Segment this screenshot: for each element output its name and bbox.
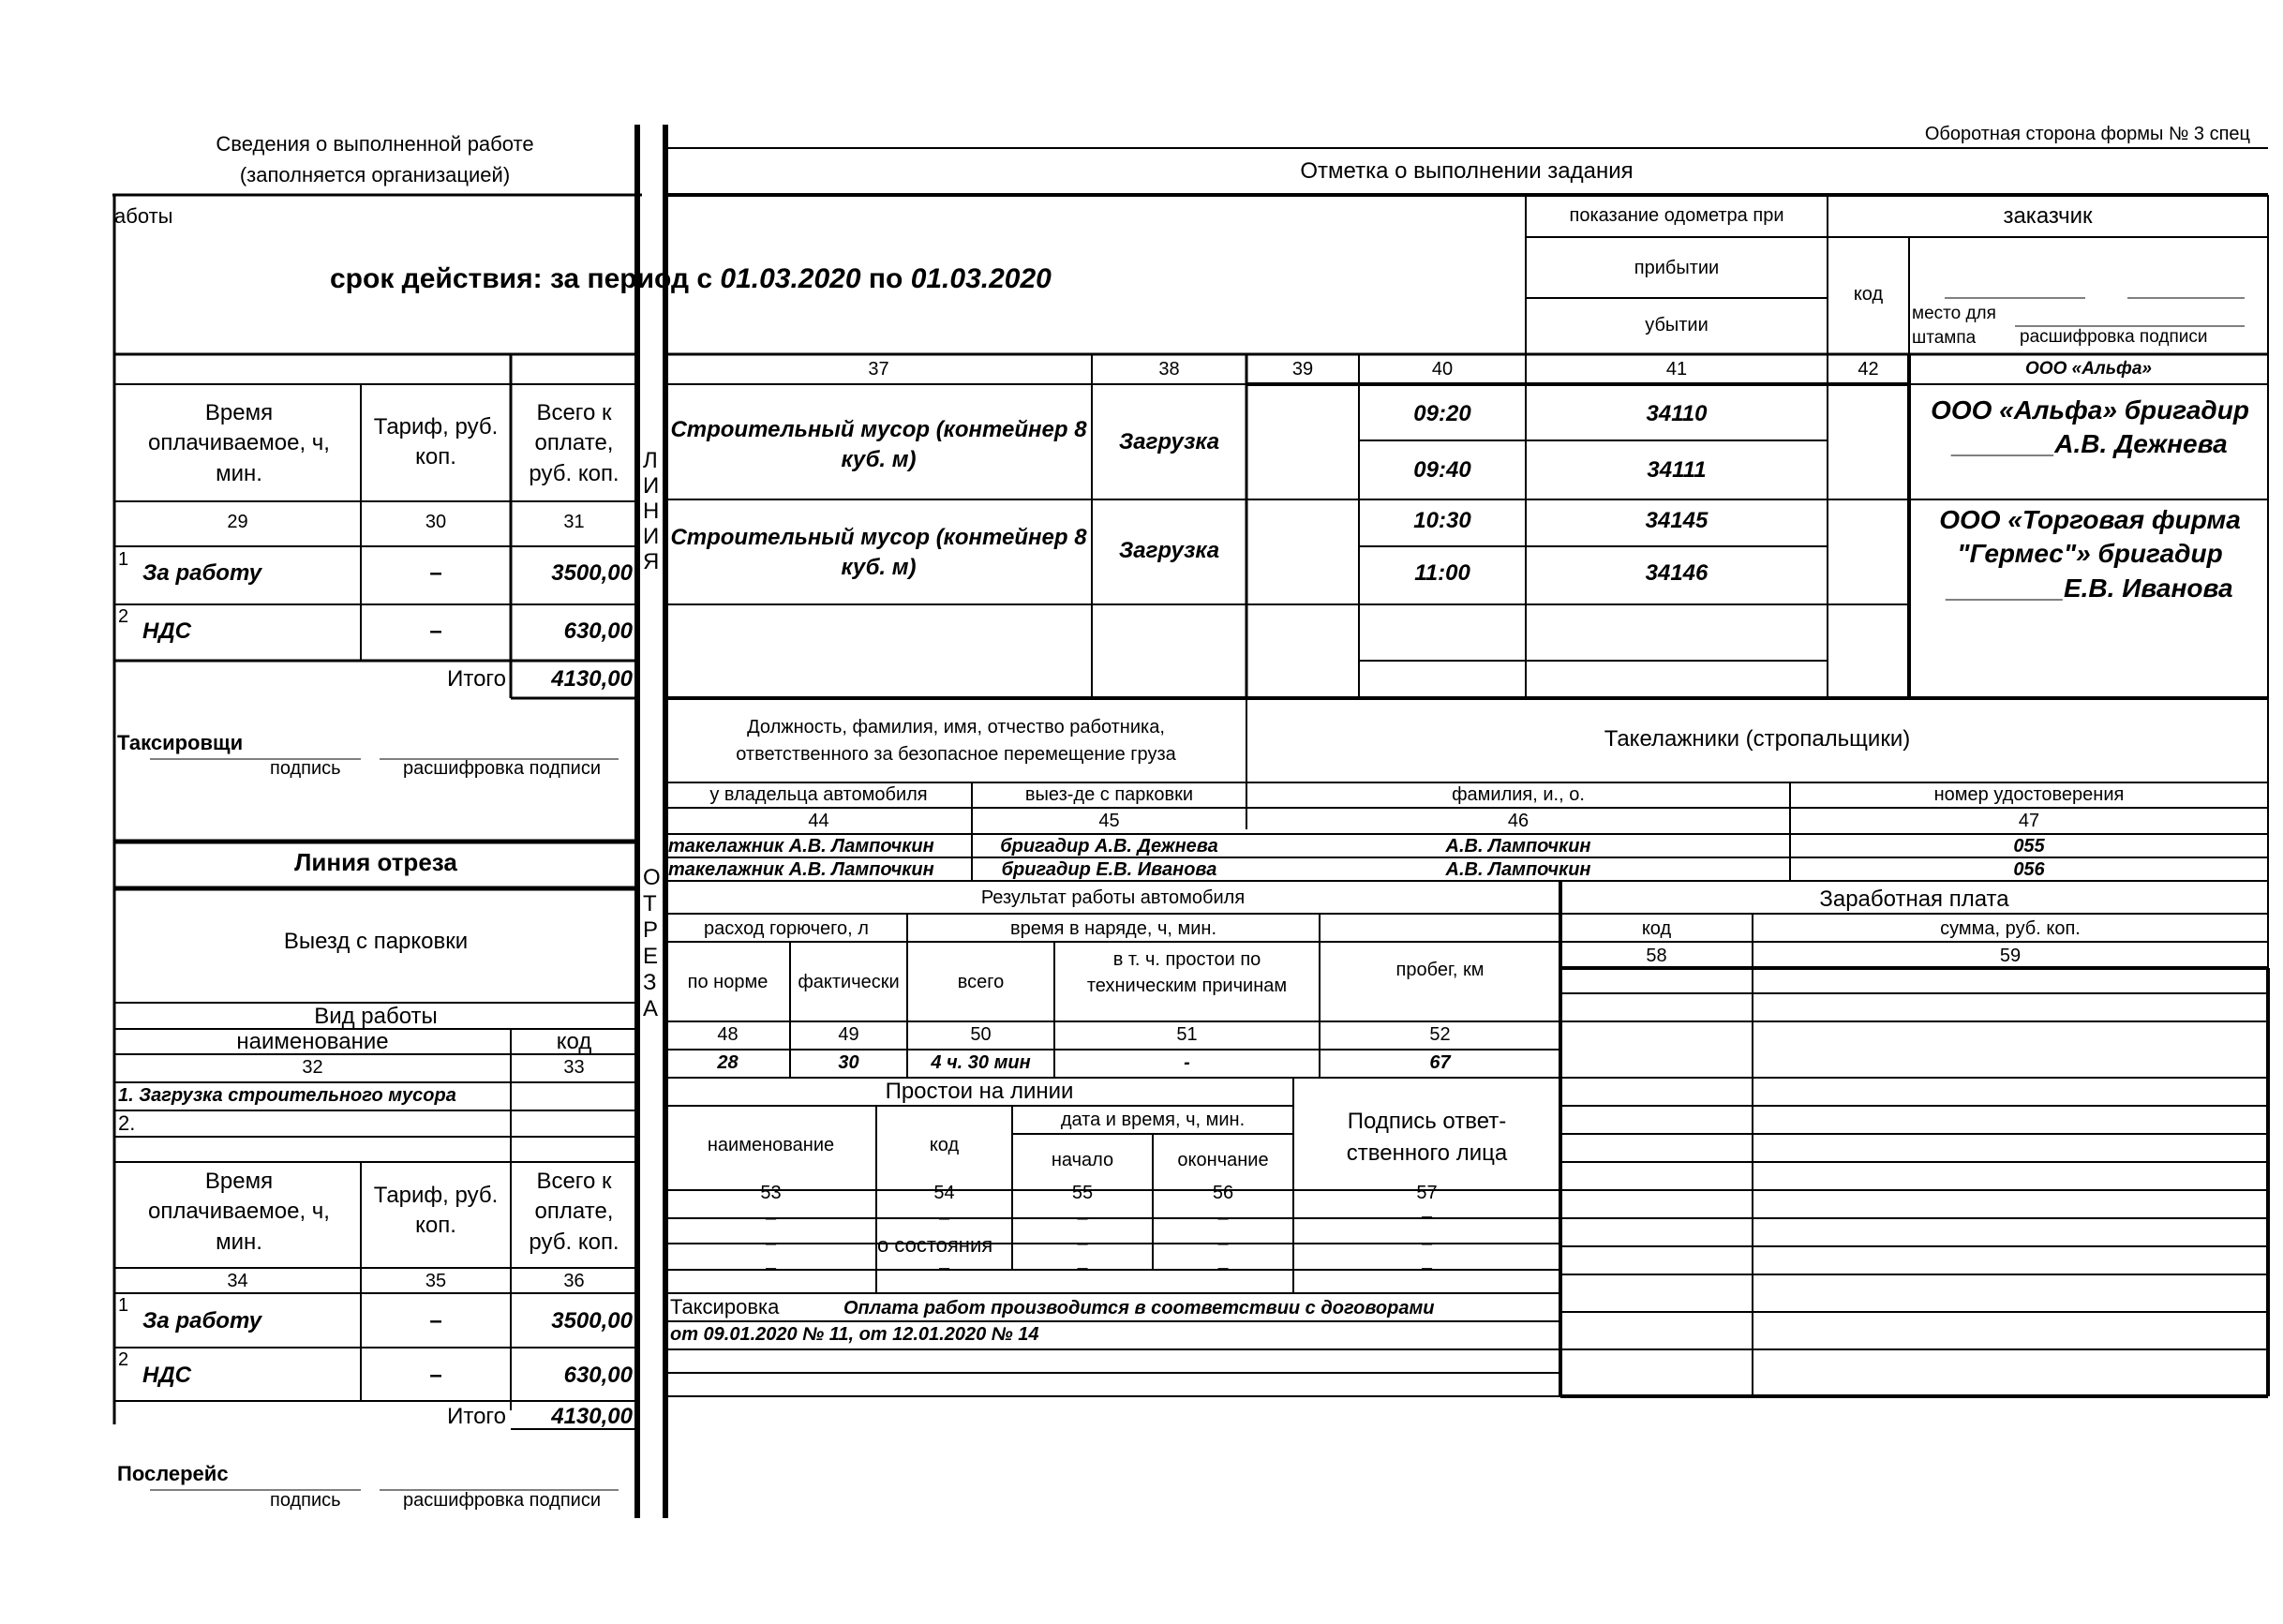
t1-row2-sum: 630,00: [563, 618, 633, 644]
col-41: 41: [1665, 359, 1688, 380]
t1-row1-name: За работу: [142, 560, 262, 586]
t1-num-31: 31: [563, 512, 585, 532]
work-type-n-name: 32: [302, 1057, 323, 1078]
salary-title: Заработная плата: [1819, 886, 2009, 912]
sal-code: код: [1641, 918, 1672, 939]
idle-n-56: 56: [1212, 1183, 1234, 1203]
work-type-h-code: код: [556, 1029, 592, 1054]
t2-row1-name: За работу: [142, 1308, 262, 1333]
t2-itogo-label: Итого: [447, 1404, 506, 1429]
work-type-title: Вид работы: [314, 1004, 438, 1029]
rig2-fio: А.В. Лампочкин: [1445, 859, 1591, 880]
sig-decode: расшифровка подписи: [2020, 327, 2208, 347]
idle-r2-c3: –: [1077, 1233, 1088, 1254]
work-word: аботы: [114, 204, 173, 228]
res-fact: фактически: [798, 972, 900, 992]
t1-num-29: 29: [227, 512, 248, 532]
res-v-tech: -: [1184, 1052, 1190, 1073]
idle-r1-c1: –: [765, 1208, 777, 1229]
left-title-line1: Сведения о выполненной работе: [216, 132, 534, 156]
idle-r3-c3: –: [1077, 1258, 1088, 1278]
taxation-label: Таксировка: [670, 1295, 780, 1319]
col-39: 39: [1291, 359, 1314, 380]
idle-r3-c4: –: [1217, 1258, 1229, 1278]
vline-l3: Н: [643, 499, 660, 524]
idle-r2-c2: о состояния: [877, 1233, 993, 1257]
idle-r1-c4: –: [1217, 1208, 1229, 1229]
res-n-49: 49: [838, 1024, 859, 1045]
cargo2-time1: 10:30: [1413, 508, 1471, 533]
date-to-label: по: [868, 263, 903, 294]
rig2-exit: бригадир Е.В. Иванова: [1001, 859, 1217, 880]
idle-r3-c5: –: [1421, 1258, 1433, 1278]
t1-itogo-label: Итого: [447, 666, 506, 692]
cargo2-time2: 11:00: [1414, 560, 1470, 586]
after-trip-label: Послерейс: [117, 1462, 229, 1485]
rig-n-45: 45: [1098, 811, 1120, 831]
t1-header-tariff: Тариф, руб. коп.: [373, 414, 499, 470]
t2-row1-sum: 3500,00: [551, 1308, 633, 1333]
work-type-h-name: наименование: [236, 1029, 389, 1054]
taxation-text2: от 09.01.2020 № 11, от 12.01.2020 № 14: [670, 1324, 1039, 1345]
col-38: 38: [1158, 359, 1180, 380]
t1-row1-tariff: –: [429, 560, 442, 586]
res-norm: по норме: [687, 972, 768, 992]
cargo2-name: Строительный мусор (контейнер 8 куб. м): [670, 525, 1087, 581]
odometer-departure: убытии: [1645, 315, 1709, 335]
idle-r1-c2: –: [938, 1208, 950, 1229]
res-total: всего: [957, 972, 1005, 992]
idle-n-54: 54: [933, 1183, 955, 1203]
rig1-exit: бригадир А.В. Дежнева: [1000, 836, 1218, 857]
idle-r3-c1: –: [765, 1258, 777, 1278]
sal-n-58: 58: [1646, 946, 1667, 966]
rig-h-owner: у владельца автомобиля: [709, 784, 928, 805]
rig1-fio: А.В. Лампочкин: [1445, 836, 1591, 857]
rig-n-44: 44: [808, 811, 829, 831]
t1-row1-sum: 3500,00: [551, 560, 633, 586]
t2-row1-num: 1: [118, 1295, 129, 1316]
res-fuel: расход горючего, л: [704, 918, 869, 939]
work-type-n-code: 33: [563, 1057, 585, 1078]
idle-n-55: 55: [1071, 1183, 1094, 1203]
cargo1-op: Загрузка: [1118, 429, 1220, 454]
t2-header-total: Всего к оплате, руб. коп.: [529, 1169, 619, 1255]
rig2-owner: такелажник А.В. Лампочкин: [668, 859, 934, 880]
after-trip-sign: подпись: [270, 1490, 341, 1511]
cargo1-odo1: 34110: [1646, 401, 1708, 426]
col-37: 37: [868, 359, 889, 380]
date-to: 01.03.2020: [910, 263, 1052, 294]
t2-num-34: 34: [227, 1271, 248, 1291]
cargo1-time2: 09:40: [1413, 457, 1471, 483]
t1-num-30: 30: [425, 512, 447, 532]
taxation-text1: Оплата работ производится в соответствии с договорами: [843, 1298, 1435, 1319]
vline-l2: И: [643, 473, 660, 499]
t2-itogo-value: 4130,00: [551, 1404, 633, 1429]
t1-itogo-value: 4130,00: [551, 666, 633, 692]
idle-r1-c5: –: [1421, 1206, 1433, 1227]
vline-l4: И: [643, 524, 660, 549]
rig2-cert: 056: [2013, 859, 2045, 880]
responsible-title: Должность, фамилия, имя, отчество работника, ответственного за безопасное перемещение груза: [736, 717, 1176, 765]
cargo1-odo2: 34111: [1647, 457, 1707, 483]
vcut-l6: А: [643, 996, 659, 1021]
t2-header-time: Время оплачиваемое, ч, мин.: [148, 1169, 330, 1255]
rig1-cert: 055: [2013, 836, 2045, 857]
work-type-row2: 2.: [118, 1111, 136, 1135]
left-title-line2: (заполняется организацией): [239, 163, 511, 186]
res-n-48: 48: [717, 1024, 739, 1045]
idle-r2-c4: –: [1217, 1233, 1229, 1254]
t1-header-total: Всего к оплате, руб. коп.: [529, 400, 619, 486]
after-trip-decode: расшифровка подписи: [403, 1490, 602, 1511]
idle-r2-c1: –: [765, 1233, 777, 1254]
idle-h-sign: Подпись ответ-ственного лица: [1346, 1109, 1508, 1166]
t2-row1-tariff: –: [429, 1308, 442, 1333]
res-n-50: 50: [970, 1024, 992, 1045]
taxi-sign: подпись: [270, 758, 341, 779]
taxi-label: Таксировщи: [117, 731, 244, 754]
rig-n-47: 47: [2018, 811, 2040, 831]
validity-line: [330, 265, 1052, 293]
customer-header: ООО «Альфа»: [2025, 359, 2152, 379]
rig-h-fio: фамилия, и., о.: [1452, 784, 1585, 805]
result-title: Результат работы автомобиля: [980, 887, 1246, 908]
cargo1-customer: ООО «Альфа» бригадир _______А.В. Дежнева: [1931, 395, 2249, 459]
task-title: Отметка о выполнении задания: [1300, 158, 1634, 184]
work-type-row1: 1. Загрузка строительного мусора: [118, 1085, 456, 1106]
cargo1-name: Строительный мусор (контейнер 8 куб. м): [670, 417, 1087, 473]
res-v-norm: 28: [717, 1052, 739, 1073]
res-time-duty: время в наряде, ч, мин.: [1009, 918, 1217, 939]
t2-num-36: 36: [563, 1271, 585, 1291]
res-v-mileage: 67: [1429, 1052, 1451, 1073]
cargo2-odo1: 34145: [1645, 508, 1709, 533]
vcut-l3: Р: [643, 917, 659, 943]
customer-title: заказчик: [2003, 203, 2093, 229]
validity-label: срок действия: за период с: [330, 263, 713, 294]
idle-r1-c3: –: [1077, 1208, 1088, 1229]
rig1-owner: такелажник А.В. Лампочкин: [668, 836, 934, 857]
t1-row1-num: 1: [118, 549, 129, 570]
t2-row2-sum: 630,00: [563, 1363, 633, 1388]
t1-row2-num: 2: [118, 606, 129, 627]
res-n-51: 51: [1176, 1024, 1198, 1045]
riggers-title: Такелажники (стропальщики): [1604, 726, 1911, 752]
sal-n-59: 59: [1999, 946, 2022, 966]
idle-h-start: начало: [1051, 1150, 1114, 1170]
t2-row2-tariff: –: [429, 1363, 442, 1388]
customer-code-label: код: [1853, 284, 1884, 305]
vline-l1: Л: [643, 448, 658, 473]
idle-h-dt: дата и время, ч, мин.: [1060, 1110, 1246, 1130]
col-42: 42: [1858, 359, 1879, 380]
idle-r2-c5: –: [1421, 1233, 1433, 1254]
t1-header-time: Время оплачиваемое, ч, мин.: [148, 400, 330, 486]
cargo2-op: Загрузка: [1118, 538, 1220, 563]
res-n-52: 52: [1429, 1024, 1451, 1045]
idle-h-code: код: [929, 1135, 960, 1155]
col-40: 40: [1431, 359, 1454, 380]
idle-r3-c2: –: [938, 1258, 950, 1278]
stamp-place: место для штампа: [1912, 304, 1996, 348]
idle-h-end: окончание: [1177, 1150, 1269, 1170]
t2-num-35: 35: [425, 1271, 447, 1291]
cargo1-time1: 09:20: [1413, 401, 1471, 426]
t2-row2-num: 2: [118, 1349, 129, 1370]
date-from: 01.03.2020: [720, 263, 861, 294]
vline-l5: Я: [643, 549, 660, 574]
cargo2-customer: ООО «Торговая фирма "Гермес"» бригадир ________Е.В. Иванова: [1939, 505, 2241, 603]
vcut-l1: О: [643, 865, 661, 890]
rig-h-exit: выез-де с парковки: [1024, 784, 1194, 805]
idle-n-53: 53: [760, 1183, 782, 1203]
res-v-fact: 30: [838, 1052, 859, 1073]
rig-h-cert: номер удостоверения: [1933, 784, 2125, 805]
exit-parking-label: Выезд с парковки: [283, 929, 469, 954]
res-tech-idle: в т. ч. простои по техническим причинам: [1086, 949, 1288, 996]
res-v-total: 4 ч. 30 мин: [931, 1052, 1031, 1073]
rig-n-46: 46: [1507, 811, 1529, 831]
sal-sum: сумма, руб. коп.: [1940, 918, 2081, 939]
idle-title: Простои на линии: [885, 1079, 1074, 1104]
form-caption: Оборотная сторона формы № 3 спец: [1924, 124, 2250, 144]
t2-row2-name: НДС: [142, 1363, 191, 1388]
t2-header-tariff: Тариф, руб. коп.: [373, 1183, 499, 1239]
idle-h-name: наименование: [707, 1135, 835, 1155]
idle-n-57: 57: [1416, 1183, 1438, 1203]
vcut-l2: Т: [643, 891, 657, 916]
res-mileage: пробег, км: [1395, 960, 1485, 980]
odometer-title: показание одометра при: [1569, 205, 1784, 226]
t1-row2-tariff: –: [429, 618, 442, 644]
cut-line-label: Линия отреза: [294, 848, 457, 876]
t1-row2-name: НДС: [142, 618, 191, 644]
taxi-decode: расшифровка подписи: [403, 758, 602, 779]
vcut-l5: З: [643, 970, 657, 995]
cargo2-odo2: 34146: [1645, 560, 1709, 586]
vcut-l4: Е: [643, 944, 659, 969]
odometer-arrival: прибытии: [1634, 258, 1720, 278]
